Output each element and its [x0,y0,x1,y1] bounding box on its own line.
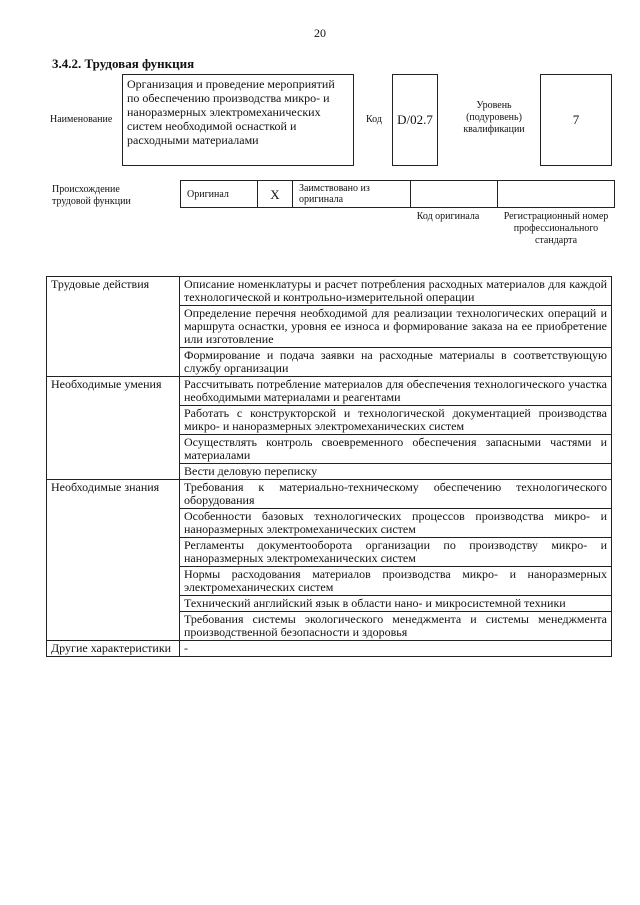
code-box [392,74,438,166]
description-cell: Осуществлять контроль своевременного обеспечения запасными частями и материалами [180,435,612,464]
table-row [47,377,612,406]
code-original-cell [411,181,498,208]
description-cell: Технический английский язык в области нано- и микросистемной техники [180,596,612,612]
category-cell: Необходимые знания [47,480,180,641]
description-cell: Рассчитывать потребление материалов для обеспечения технологического участка необходимыми материалами и реагентами [180,377,612,406]
table-row [47,480,612,509]
level-box [540,74,612,166]
borrowed-label: Заимствовано из оригинала [293,181,411,208]
origin-label: Происхождение трудовой функции [52,184,131,207]
description-cell: Описание номенклатуры и расчет потребления расходных материалов для каждой технологической и контрольно-измерительной операции [180,277,612,306]
function-details-table [46,276,612,657]
category-cell: Трудовые действия [47,277,180,377]
table-row [47,641,612,657]
category-cell: Необходимые умения [47,377,180,480]
origin-table [180,180,615,208]
description-cell: Формирование и подача заявки на расходные материалы в соответствующую службу организации [180,348,612,377]
description-cell: Вести деловую переписку [180,464,612,480]
section-title: 3.4.2. Трудовая функция [52,56,195,71]
original-mark: X [258,181,293,208]
description-cell: Требования к материально-техническому обеспечению технологического оборудования [180,480,612,509]
description-cell: - [180,641,612,657]
description-cell: Регламенты документооборота организации по производству микро- и наноразмерных электромеханических систем [180,538,612,567]
reg-number-label: Регистрационный номер профессионального стандарта [503,211,609,246]
table-row [47,277,612,306]
description-cell: Особенности базовых технологических процессов производства микро- и наноразмерных электромеханических систем [180,509,612,538]
reg-number-cell [498,181,615,208]
category-cell: Другие характеристики [47,641,180,657]
page-number: 20 [314,26,326,40]
description-cell: Работать с конструкторской и технологической документацией производства микро- и наноразмерных электромеханических систем [180,406,612,435]
level-label: Уровень (подуровень) квалификации [463,100,525,135]
original-label: Оригинал [181,181,258,208]
function-name-box [122,74,354,166]
code-value: D/02.7 [397,112,433,127]
description-cell: Определение перечня необходимой для реализации технологических операций и маршрута оснастки, уровня ее износа и формирование заказа на ее приобретение или изготовление [180,306,612,348]
code-original-label: Код оригинала [416,211,480,222]
level-value: 7 [572,112,580,127]
name-label: Наименование [50,114,113,125]
code-label: Код [366,114,382,125]
description-cell: Требования системы экологического менеджмента и системы менеджмента производственной безопасности и здоровья [180,612,612,641]
function-name-value: Организация и проведение мероприятий по обеспечению производства микро- и наноразмерных электромеханических систем необходимой оснасткой и расходными материалами [127,77,335,147]
description-cell: Нормы расходования материалов производства микро- и наноразмерных электромеханических систем [180,567,612,596]
